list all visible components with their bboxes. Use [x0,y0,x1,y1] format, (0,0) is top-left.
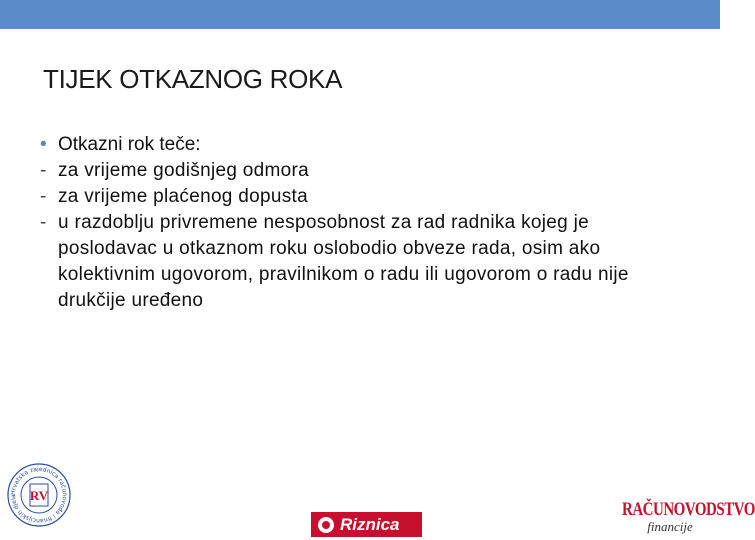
list-item [40,184,690,210]
svg-text:RV: RV [29,488,49,503]
list-item [40,210,690,314]
riznica-emblem-icon [318,517,334,533]
riznica-logo [311,512,422,537]
dash-marker: - [40,212,47,233]
association-seal-logo [6,462,72,528]
logo-line-1: RAČUNOVODSTVO [622,500,755,520]
list-item-text: za vrijeme plaćenog dopusta [58,186,308,207]
racunovodstvo-financije-logo [622,500,755,538]
list-item-text: Otkazni rok teče: [58,134,201,155]
bullet-marker: • [40,134,47,155]
list-item-text: u razdoblju privremene nesposobnost za rad radnika kojeg je poslodavac u otkaznom roku oslobodio obveze rada, osim ako kolektivnim ugovorom, pravilnikom o radu ili ugovorom o radu nije drukčije uređeno [58,212,629,311]
logo-line-2: financije [647,519,693,534]
list-item-text: za vrijeme godišnjeg odmora [58,160,309,181]
slide-title: TIJEK OTKAZNOG ROKA [43,64,343,94]
slide-body [40,132,690,314]
dash-marker: - [40,186,47,207]
list-item [40,158,690,184]
list-item [40,132,690,158]
top-accent-bar [0,0,720,29]
riznica-logo-text: Riznica [340,514,400,534]
dash-marker: - [40,160,47,181]
svg-text:Hrvatska zajednica računovođa: Hrvatska zajednica računovođa i financijskih djela [9,465,69,525]
